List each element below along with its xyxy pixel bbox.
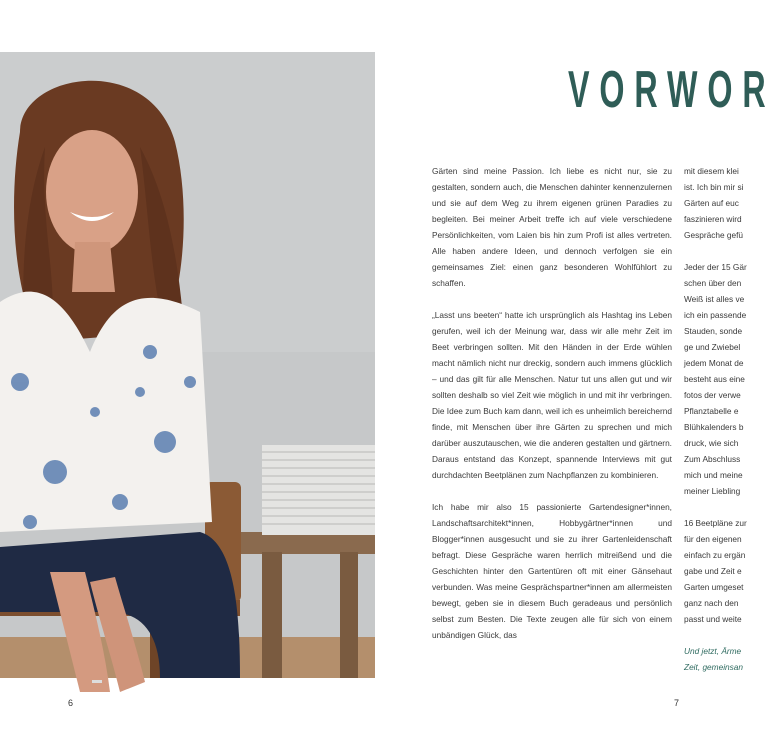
text-line: faszinieren wird — [684, 214, 742, 224]
closing-line: Und jetzt, Ärme — [684, 646, 742, 656]
text-line: fotos der verwe — [684, 390, 741, 400]
text-line: 16 Beetpläne zur — [684, 518, 747, 528]
text-line: meiner Liebling — [684, 486, 741, 496]
portrait-illustration — [0, 52, 375, 678]
chapter-heading: VORWOR — [568, 61, 776, 119]
text-line: ge und Zwiebel — [684, 342, 741, 352]
text-line: Weiß ist alles ve — [684, 294, 745, 304]
page-number-right: 7 — [674, 698, 680, 708]
text-line: ich ein passende — [684, 310, 747, 320]
paragraph: Gärten sind meine Passion. Ich liebe es nicht nur, sie zu gestalten, sondern auch, die Menschen dahinter kennenzulernen und sie auf dem Weg zu ihrem eigenen grünen Paradies zu begleiten. Bei meiner Arbeit treffe ich auf viele verschiedene Persönlichkeiten, vom Laien bis hin zum Profi ist alles vertreten. Alle haben andere Ideen, und dennoch verfolgen sie ein gemeinsames Ziel: einen ganz besonderen Wohlfühlort zu schaffen. — [432, 166, 672, 288]
text-line: ganz nach den — [684, 598, 739, 608]
text-line: schen über den — [684, 278, 742, 288]
text-line: einfach zu ergän — [684, 550, 746, 560]
paragraph: „Lasst uns beeten“ hatte ich ursprünglich als Hashtag ins Leben gerufen, weil ich der Meinung war, dass wir alle mehr Zeit im Beet verbringen sollten. Mit den Händen in der Erde wühlen macht nämlich nicht nur dreckig, sondern auch immens glücklich – und das gilt für alle Menschen. Natur tut uns allen gut und wir sollten deshalb so viel Zeit wie möglich in und mit ihr verbringen. Die Idee zum Buch kam dann, weil ich es unheimlich bereichernd finde, mit Menschen über ihre Gärten zu sprechen und mich darüber auszutauschen, wie die anderen gestalten und gärtnern. Daraus entstand das Konzept, spannende Interviews mit gut durchdachten Beetplänen zum Nachpflanzen zu kombinieren. — [432, 310, 672, 480]
paragraph: Ich habe mir also 15 passionierte Gartendesigner*innen, Landschaftsarchitekt*innen, Hobbygärtner*innen und Blogger*innen ausgesucht und sie zu ihrer Gartenleidenschaft befragt. Diese Gespräche waren herrlich mitreißend und die Geschichten hinter den Gartentüren oft mit einer Gänsehaut verbunden. Was meine Gesprächspartner*innen am allermeisten bewegt, geben sie in diesem Buch geradeaus und persönlich selbst zum Besten. Die Texte zeugen alle für sich von einem unbändigen Glück, das — [432, 502, 672, 640]
closing-line: Zeit, gemeinsan — [684, 662, 744, 672]
text-line: Garten umgeset — [684, 582, 744, 592]
text-line: Pflanztabelle e — [684, 406, 739, 416]
text-line: besteht aus eine — [684, 374, 745, 384]
text-line: Gärten auf euc — [684, 198, 739, 208]
text-line: Gespräche gefü — [684, 230, 744, 240]
text-line: Stauden, sonde — [684, 326, 743, 336]
page-number-left: 6 — [68, 698, 74, 708]
text-line: für den eigenen — [684, 534, 742, 544]
text-line: Jeder der 15 Gär — [684, 262, 747, 272]
text-line: jedem Monat de — [684, 358, 744, 368]
text-line: passt und weite — [684, 614, 742, 624]
text-line: mich und meine — [684, 470, 743, 480]
text-line: druck, wie sich — [684, 438, 739, 448]
text-line: gabe und Zeit e — [684, 566, 742, 576]
text-line: Zum Abschluss — [684, 454, 741, 464]
text-column-2 — [684, 163, 750, 675]
text-line: Blühkalenders b — [684, 422, 744, 432]
text-line: ist. Ich bin mir si — [684, 182, 744, 192]
portrait-photo — [0, 52, 375, 678]
text-column-1 — [432, 163, 672, 659]
text-line: mit diesem klei — [684, 166, 739, 176]
